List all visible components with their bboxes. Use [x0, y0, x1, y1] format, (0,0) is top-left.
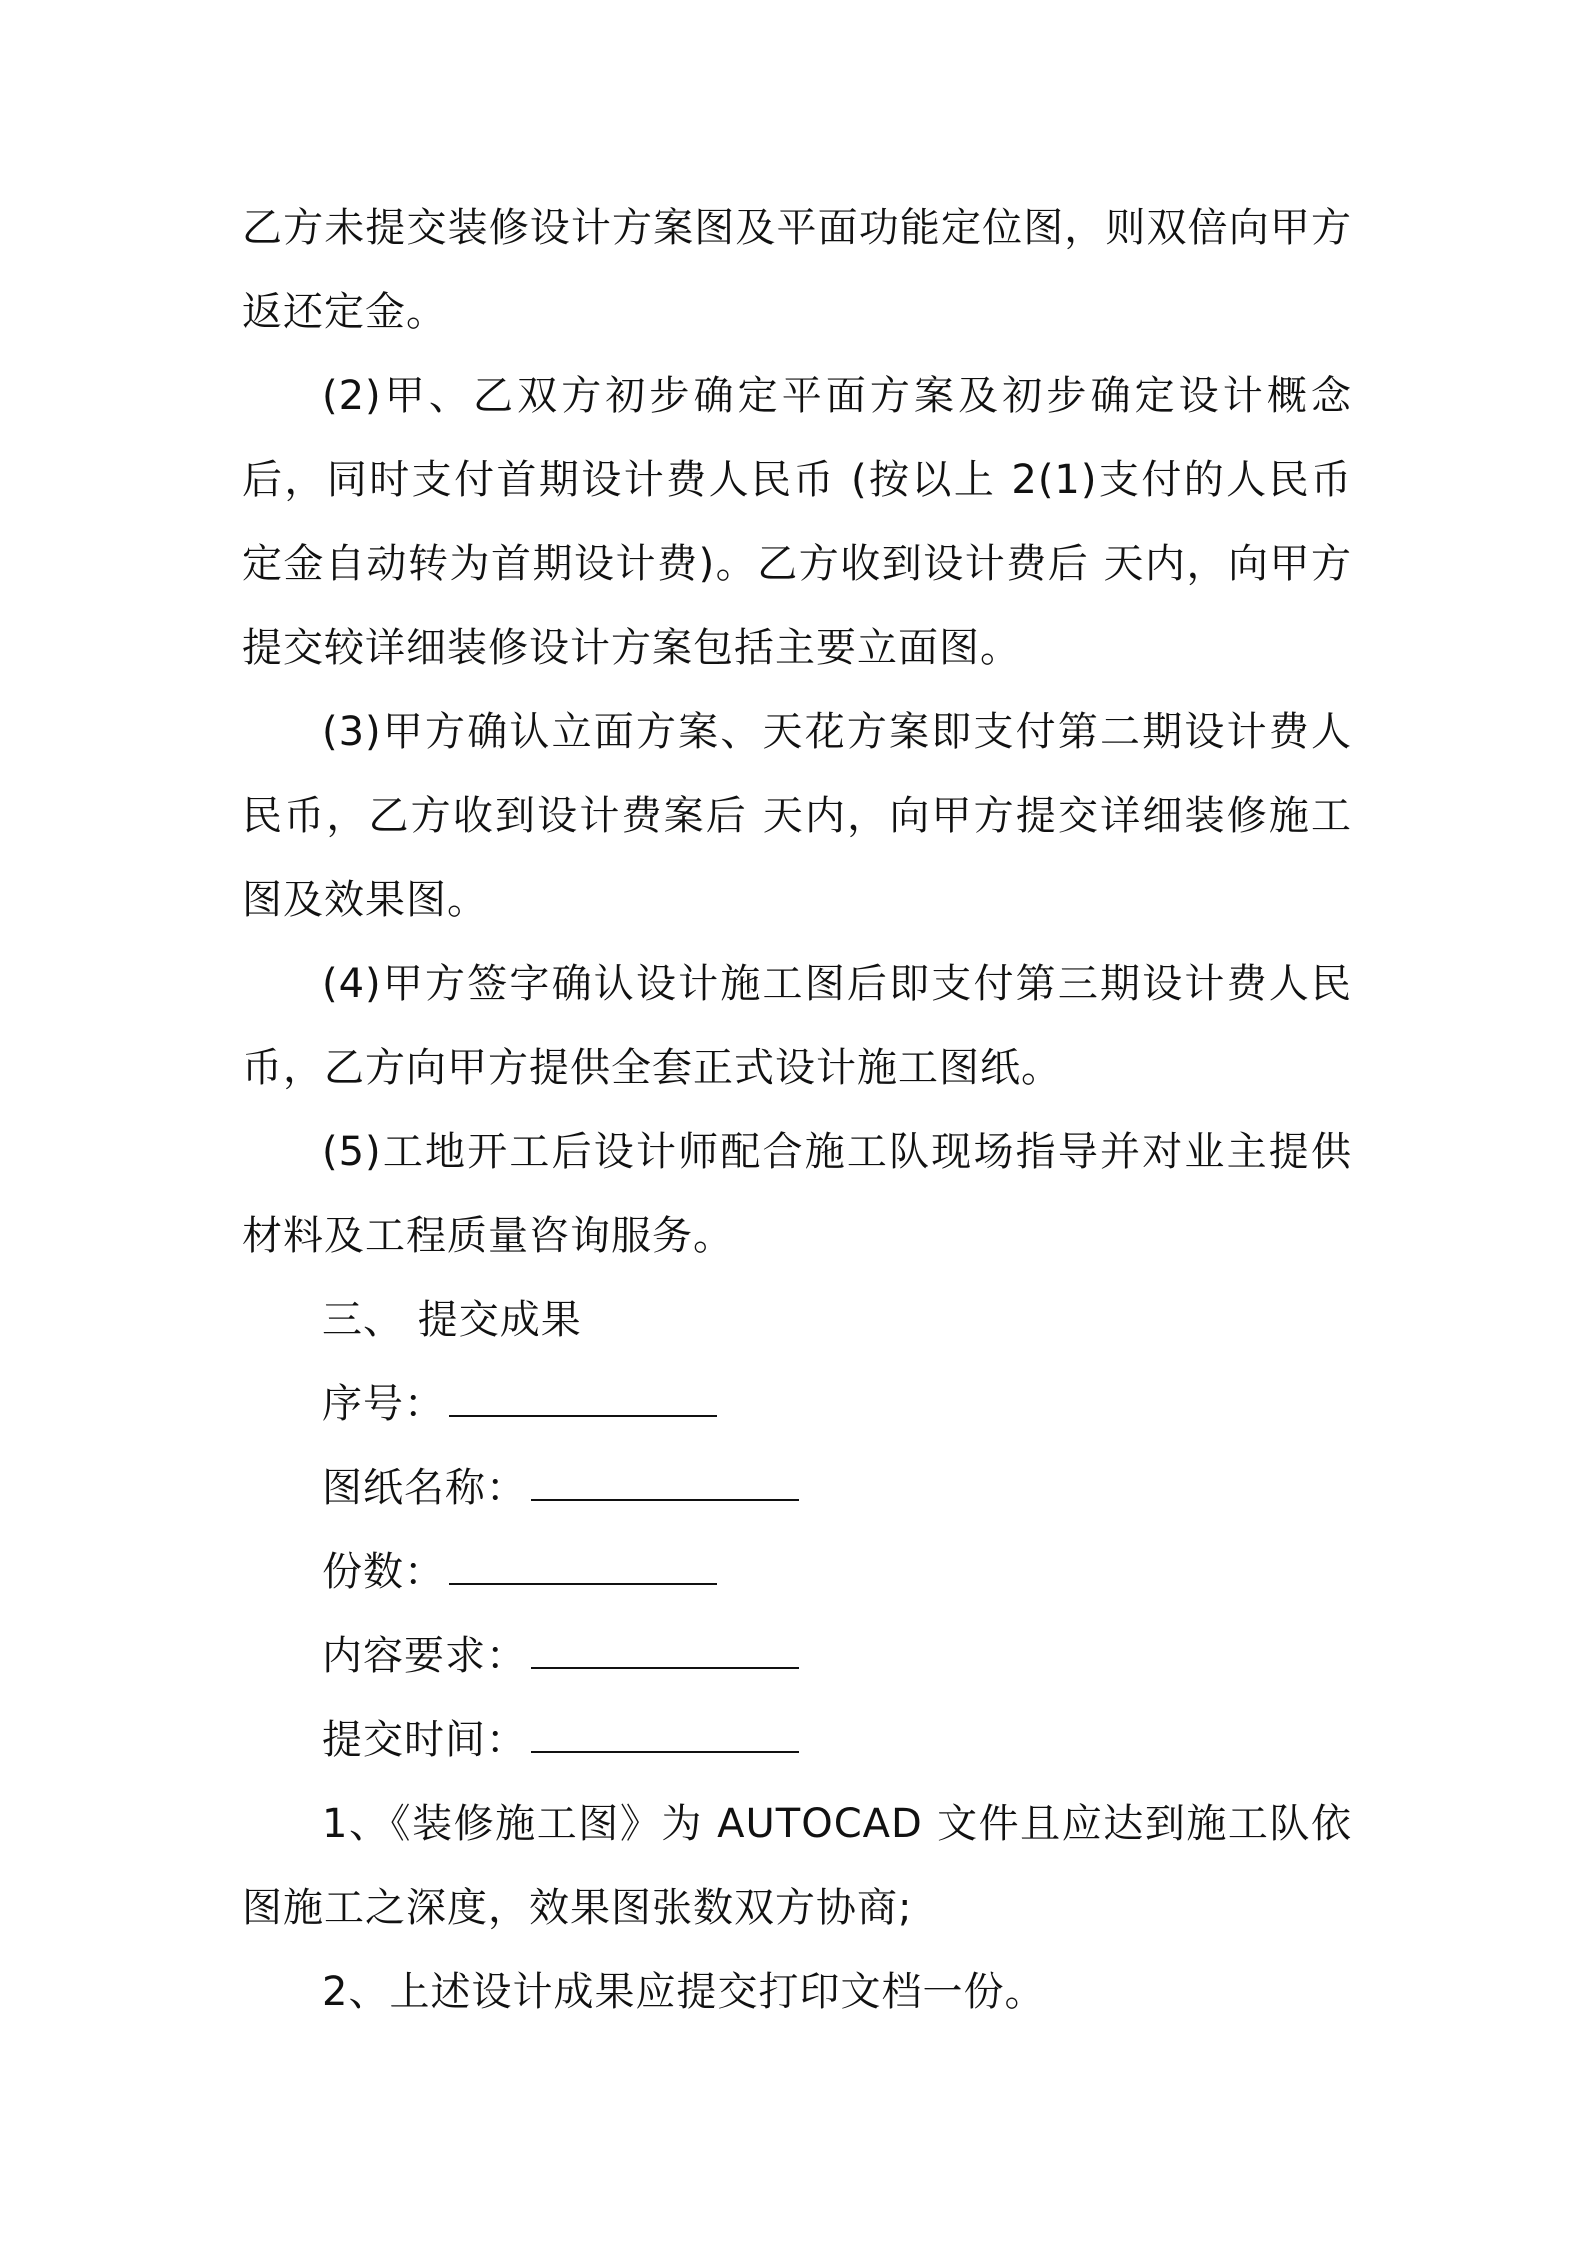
field-label: 内容要求：	[322, 1633, 527, 1679]
paragraph-clause-2: (2)甲、乙双方初步确定平面方案及初步确定设计概念后，同时支付首期设计费人民币 (按以上 2(1)支付的人民币定金自动转为首期设计费)。乙方收到设计费后 天内，向甲方提交较详细装修设计方案包括主要立面图。	[242, 373, 1352, 671]
field-drawing-name	[242, 1446, 1352, 1530]
note-autocad-requirement: 1、《装修施工图》为 AUTOCAD 文件且应达到施工队依图施工之深度，效果图张数双方协商;	[242, 1801, 1352, 1931]
fill-in-blank	[531, 1465, 799, 1501]
fill-in-blank	[531, 1717, 799, 1753]
field-label: 份数：	[322, 1549, 445, 1595]
field-submission-time	[242, 1698, 1352, 1782]
note-printed-copy: 2、上述设计成果应提交打印文档一份。	[322, 1969, 1046, 2015]
field-label: 序号：	[322, 1381, 445, 1427]
fill-in-blank	[449, 1381, 717, 1417]
fill-in-blank	[449, 1549, 717, 1585]
document-page	[242, 186, 1352, 2034]
fill-in-blank	[531, 1633, 799, 1669]
field-copies	[242, 1530, 1352, 1614]
field-label: 提交时间：	[322, 1717, 527, 1763]
field-label: 图纸名称：	[322, 1465, 527, 1511]
paragraph-deposit-refund: 乙方未提交装修设计方案图及平面功能定位图，则双倍向甲方返还定金。	[242, 205, 1352, 335]
field-content-requirements	[242, 1614, 1352, 1698]
paragraph-clause-5: (5)工地开工后设计师配合施工队现场指导并对业主提供材料及工程质量咨询服务。	[242, 1129, 1352, 1259]
paragraph-clause-3: (3)甲方确认立面方案、天花方案即支付第二期设计费人民币，乙方收到设计费案后 天内，向甲方提交详细装修施工图及效果图。	[242, 709, 1352, 923]
paragraph-clause-4: (4)甲方签字确认设计施工图后即支付第三期设计费人民币，乙方向甲方提供全套正式设计施工图纸。	[242, 961, 1352, 1091]
section-heading: 三、 提交成果	[322, 1297, 582, 1343]
field-serial-number	[242, 1362, 1352, 1446]
